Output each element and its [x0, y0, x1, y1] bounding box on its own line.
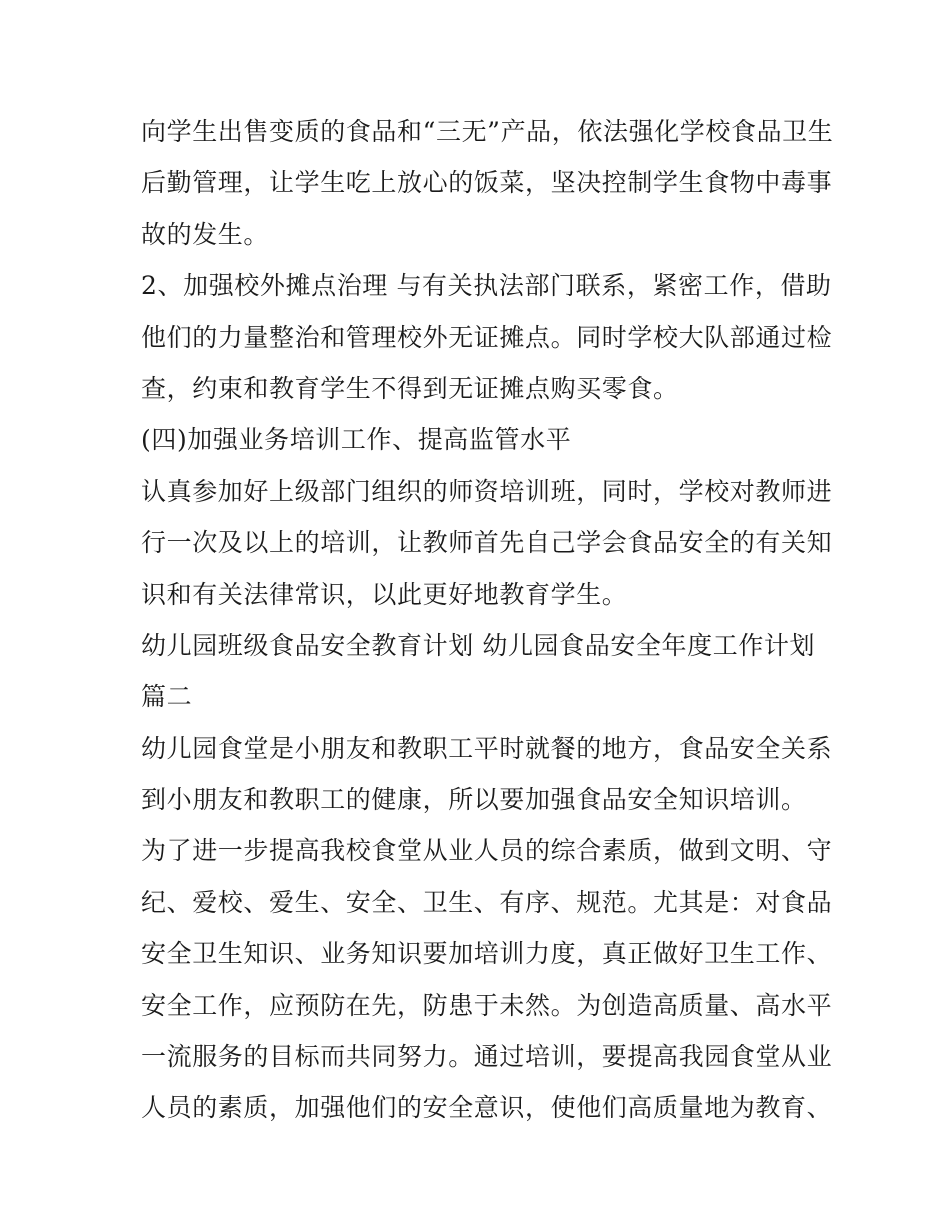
text-line: 查，约束和教育学生不得到无证摊点购买零食。 — [141, 373, 679, 403]
text-line: 识和有关法律常识，以此更好地教育学生。 — [141, 579, 628, 609]
text-line: 后勤管理，让学生吃上放心的饭菜，坚决控制学生食物中毒事 — [141, 168, 833, 198]
text-line: 纪、爱校、爱生、安全、卫生、有序、规范。尤其是：对食品 — [141, 887, 833, 917]
text-line: 一流服务的目标而共同努力。通过培训，要提高我园食堂从业 — [141, 1042, 833, 1072]
article-title-part: 篇二 — [141, 682, 193, 712]
document-body — [141, 106, 834, 1134]
text-line: 2、加强校外摊点治理 与有关执法部门联系，紧密工作，借助 — [141, 271, 832, 301]
text-line: 向学生出售变质的食品和“三无”产品，依法强化学校食品卫生 — [141, 117, 834, 146]
text-line: 为了进一步提高我校食堂从业人员的综合素质，做到文明、守 — [141, 836, 833, 866]
text-line: 认真参加好上级部门组织的师资培训班，同时，学校对教师进 — [141, 476, 833, 506]
text-line: 到小朋友和教职工的健康，所以要加强食品安全知识培训。 — [141, 785, 807, 815]
text-line: 幼儿园食堂是小朋友和教职工平时就餐的地方，食品安全关系 — [141, 733, 833, 763]
text-line: 安全工作，应预防在先，防患于未然。为创造高质量、高水平 — [141, 990, 833, 1020]
text-line: 安全卫生知识、业务知识要加培训力度，真正做好卫生工作、 — [141, 939, 833, 969]
text-line: 行一次及以上的培训，让教师首先自己学会食品安全的有关知 — [141, 528, 833, 558]
text-line: 故的发生。 — [141, 219, 270, 249]
section-heading: (四)加强业务培训工作、提高监管水平 — [141, 425, 572, 455]
text-line: 他们的力量整治和管理校外无证摊点。同时学校大队部通过检 — [141, 322, 833, 352]
text-line: 人员的素质，加强他们的安全意识，使他们高质量地为教育、 — [141, 1093, 833, 1123]
article-title: 幼儿园班级食品安全教育计划 幼儿园食品安全年度工作计划 — [141, 630, 816, 660]
